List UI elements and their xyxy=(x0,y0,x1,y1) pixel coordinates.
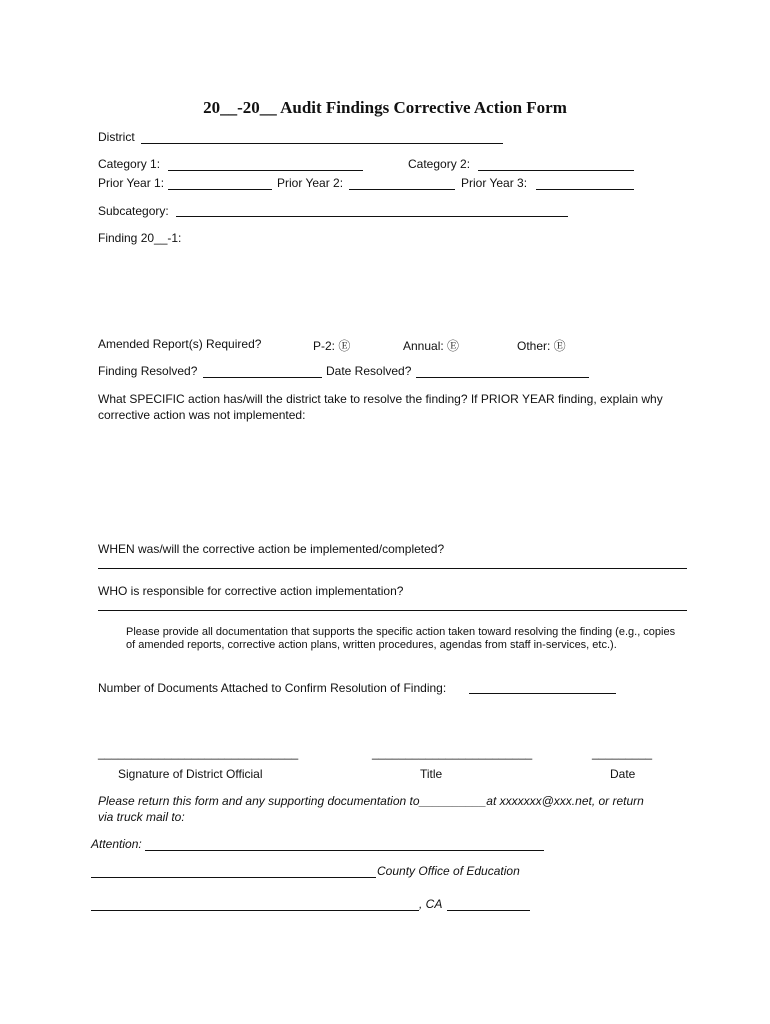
who-answer-line[interactable] xyxy=(98,610,687,611)
return-text-pre: Please return this form and any supporting documentation to xyxy=(98,794,420,808)
county-name-field[interactable] xyxy=(91,877,376,878)
attention-label: Attention: xyxy=(91,837,142,851)
when-answer-line[interactable] xyxy=(98,568,687,569)
finding-text-area[interactable] xyxy=(98,248,688,328)
finding-resolved-label: Finding Resolved? xyxy=(98,364,198,378)
attention-field[interactable] xyxy=(145,850,544,851)
other-checkbox[interactable]: Other: Ⓔ xyxy=(517,339,566,353)
prior-year1-label: Prior Year 1: xyxy=(98,176,165,190)
what-answer-area[interactable] xyxy=(98,425,688,535)
signature-label: Signature of District Official xyxy=(118,767,263,781)
county-office-label: County Office of Education xyxy=(377,864,520,878)
what-question: What SPECIFIC action has/will the district take to resolve the finding? If PRIOR YEAR finding, explain why corrective action was not implemented: xyxy=(98,392,663,422)
prior-year3-label: Prior Year 3: xyxy=(461,176,528,190)
category1-label: Category 1: xyxy=(98,157,161,171)
amended-report-label: Amended Report(s) Required? xyxy=(98,337,262,351)
finding-label: Finding 20__-1: xyxy=(98,231,182,245)
ca-label: , CA xyxy=(419,897,443,911)
num-documents-label: Number of Documents Attached to Confirm Resolution of Finding: xyxy=(98,681,447,695)
category2-field[interactable] xyxy=(478,170,634,171)
address-field[interactable] xyxy=(91,910,419,911)
prior-year2-label: Prior Year 2: xyxy=(277,176,344,190)
subcategory-field[interactable] xyxy=(176,216,568,217)
district-field[interactable] xyxy=(141,143,503,144)
category2-label: Category 2: xyxy=(408,157,471,171)
return-text-post: at xxxxxxx@xxx.net, or return xyxy=(486,794,644,808)
zip-field[interactable] xyxy=(447,910,530,911)
date-resolved-field[interactable] xyxy=(416,377,589,378)
form-title: 20__-20__ Audit Findings Corrective Action Form xyxy=(203,98,567,117)
title-line[interactable]: ________________________ xyxy=(372,746,533,760)
subcategory-label: Subcategory: xyxy=(98,204,169,218)
category1-field[interactable] xyxy=(168,170,363,171)
documentation-note: Please provide all documentation that supports the specific action taken toward resolving the finding (e.g., copies of amended reports, corrective action plans, written procedures, agendas from staff in-services, etc.). xyxy=(126,626,676,651)
date-resolved-label: Date Resolved? xyxy=(326,364,412,378)
date-label: Date xyxy=(610,767,636,781)
who-question: WHO is responsible for corrective action implementation? xyxy=(98,584,404,598)
num-documents-field[interactable] xyxy=(469,693,616,694)
prior-year3-field[interactable] xyxy=(536,189,634,190)
prior-year1-field[interactable] xyxy=(168,189,272,190)
when-question: WHEN was/will the corrective action be implemented/completed? xyxy=(98,542,445,556)
return-recipient-blank[interactable]: __________ xyxy=(419,794,487,808)
title-label: Title xyxy=(420,767,443,781)
p2-checkbox[interactable]: P-2: Ⓔ xyxy=(313,339,351,353)
signature-line[interactable]: ______________________________ xyxy=(98,746,299,760)
return-instructions-line1 xyxy=(98,794,644,808)
date-line[interactable]: _________ xyxy=(592,746,653,760)
finding-resolved-field[interactable] xyxy=(203,377,322,378)
return-instructions-line2: via truck mail to: xyxy=(98,810,185,824)
annual-checkbox[interactable]: Annual: Ⓔ xyxy=(403,339,460,353)
district-label: District xyxy=(98,130,135,144)
prior-year2-field[interactable] xyxy=(349,189,455,190)
